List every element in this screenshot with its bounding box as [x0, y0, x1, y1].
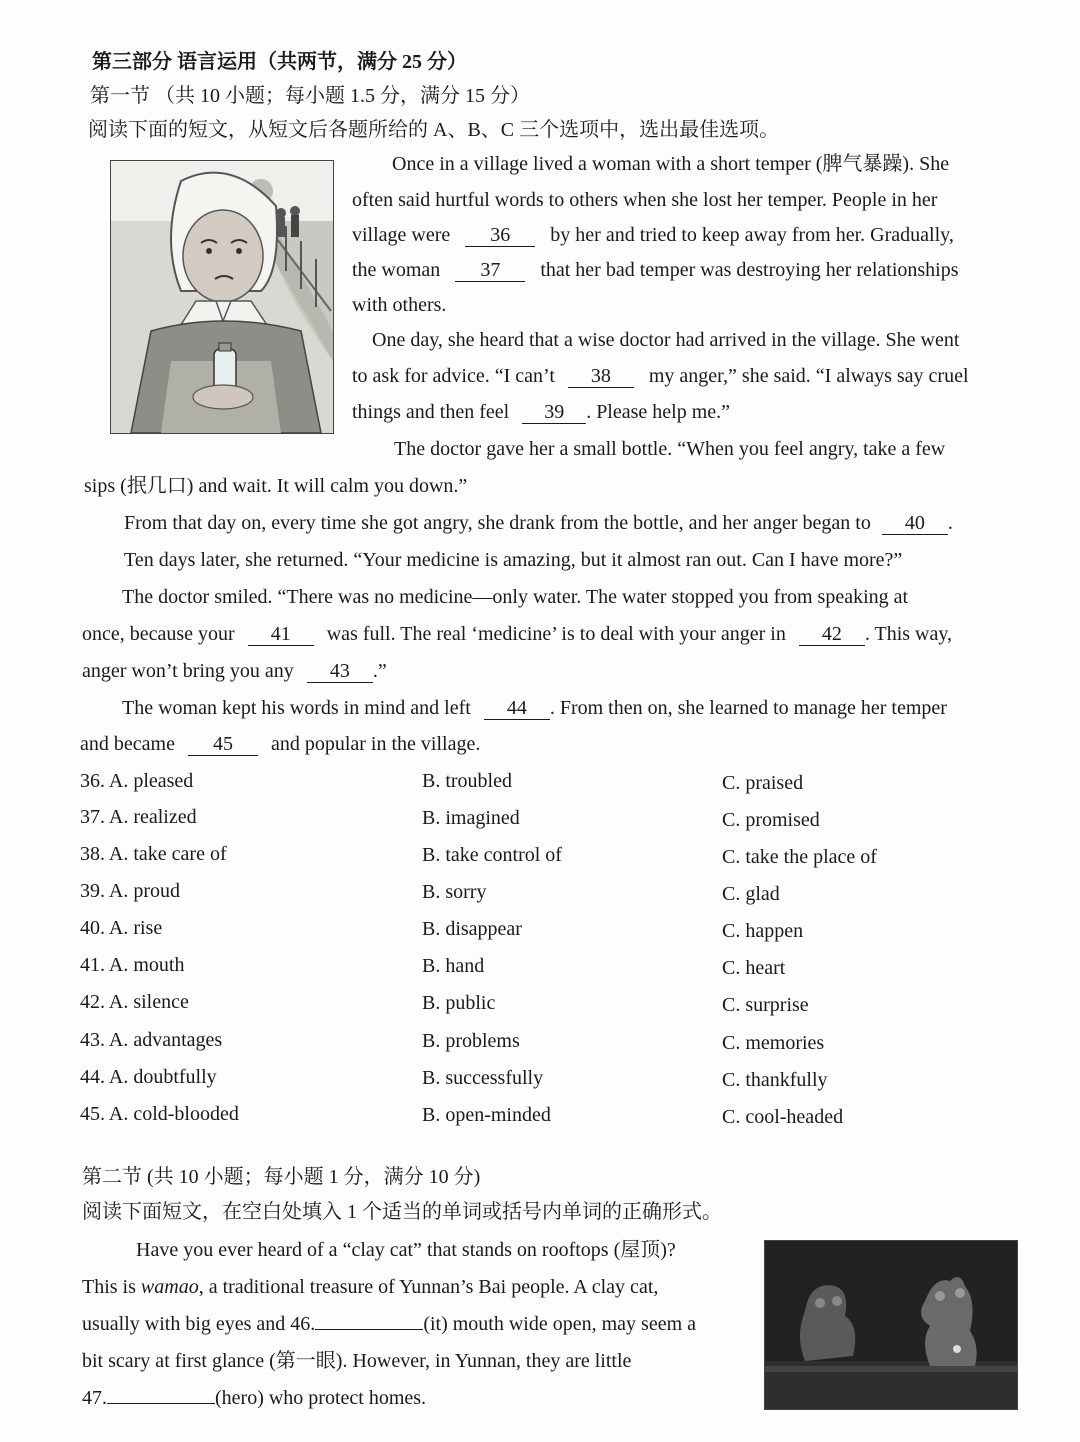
clay-cat-photo-drawing — [765, 1241, 1017, 1409]
blank-46 — [315, 1329, 423, 1330]
option-a: 39. A. proud — [80, 880, 180, 902]
option-a: 42. A. silence — [80, 991, 189, 1013]
text-segment: This is — [82, 1276, 141, 1298]
option-c: C. memories — [722, 1032, 825, 1054]
text-segment: 47. — [82, 1387, 107, 1409]
blank-41: 41 — [248, 623, 314, 646]
blank-36: 36 — [465, 224, 535, 247]
option-c: C. promised — [722, 809, 820, 831]
part3-heading: 第三部分 语言运用（共两节，满分 25 分） — [92, 51, 467, 73]
option-c: C. thankfully — [722, 1069, 828, 1091]
option-c: C. praised — [722, 772, 804, 794]
passage1-line: The doctor smiled. “There was no medicine—only water. The water stopped you from speaking at — [122, 586, 909, 608]
text-segment: From that day on, every time she got angry, she drank from the bottle, and her anger began to — [124, 512, 871, 534]
option-b: B. open-minded — [422, 1104, 551, 1126]
text-segment: was full. The real ‘medicine’ is to deal with your anger in — [326, 623, 786, 645]
passage1-line: One day, she heard that a wise doctor had arrived in the village. She went — [372, 329, 960, 351]
passage2-line — [82, 1273, 658, 1301]
woman-illustration-drawing — [111, 161, 333, 433]
option-a: 43. A. advantages — [80, 1029, 223, 1051]
option-c: C. surprise — [722, 994, 809, 1016]
passage1-line: with others. — [352, 294, 447, 316]
option-b: B. disappear — [422, 918, 522, 940]
passage1-line: Once in a village lived a woman with a short temper (脾气暴躁). She — [392, 153, 950, 175]
passage1-line — [124, 509, 953, 537]
section1-instruction: 阅读下面的短文，从短文后各题所给的 A、B、C 三个选项中，选出最佳选项。 — [88, 119, 780, 141]
text-segment: (hero) who protect homes. — [215, 1387, 427, 1409]
option-a: 40. A. rise — [80, 917, 163, 939]
passage1-line — [352, 221, 954, 249]
text-segment: by her and tried to keep away from her. Gradually, — [550, 224, 954, 246]
passage1-line: The doctor gave her a small bottle. “When you feel angry, take a few — [394, 438, 946, 460]
clay-cat-photo — [764, 1240, 1018, 1410]
text-segment: , a traditional treasure of Yunnan’s Bai people. A clay cat, — [198, 1276, 659, 1298]
passage1-line: sips (抿几口) and wait. It will calm you down.” — [84, 475, 468, 497]
text-segment: my anger,” she said. “I always say cruel — [648, 365, 969, 387]
text-segment: once, because your — [82, 623, 235, 645]
option-a: 41. A. mouth — [80, 954, 185, 976]
passage2-line — [82, 1384, 426, 1412]
passage1-line: Ten days later, she returned. “Your medicine is amazing, but it almost ran out. Can I have more?” — [124, 549, 903, 571]
section2-title: 第二节 (共 10 小题；每小题 1 分，满分 10 分) — [82, 1166, 481, 1188]
woman-with-bottle-illustration — [110, 160, 334, 434]
passage2-line: bit scary at first glance (第一眼). However, in Yunnan, they are little — [82, 1350, 632, 1372]
text-segment: The woman kept his words in mind and left — [122, 697, 471, 719]
option-b: B. problems — [422, 1030, 520, 1052]
text-segment: . — [947, 512, 953, 534]
text-segment: anger won’t bring you any — [82, 660, 294, 682]
option-c: C. happen — [722, 920, 804, 942]
passage1-line — [82, 657, 387, 685]
passage1-line — [82, 620, 952, 648]
option-b: B. hand — [422, 955, 485, 977]
passage1-line — [352, 256, 959, 284]
blank-38: 38 — [568, 365, 634, 388]
passage1-line — [122, 694, 947, 722]
text-segment: that her bad temper was destroying her relationships — [540, 259, 959, 281]
passage2-line: Have you ever heard of a “clay cat” that stands on rooftops (屋顶)? — [136, 1239, 676, 1261]
text-segment: village were — [352, 224, 451, 246]
text-segment: and popular in the village. — [270, 733, 481, 755]
text-segment: . Please help me.” — [586, 401, 731, 423]
blank-37: 37 — [455, 259, 525, 282]
text-segment: (it) mouth wide open, may seem a — [423, 1313, 697, 1335]
blank-43: 43 — [307, 660, 373, 683]
passage1-line — [352, 362, 969, 390]
option-a: 38. A. take care of — [80, 843, 227, 865]
option-a: 37. A. realized — [80, 806, 197, 828]
term-wamao: wamao — [140, 1276, 199, 1298]
text-segment: the woman — [352, 259, 441, 281]
blank-47 — [107, 1403, 215, 1404]
section2-instruction: 阅读下面短文，在空白处填入 1 个适当的单词或括号内单词的正确形式。 — [82, 1201, 722, 1223]
option-a: 45. A. cold-blooded — [80, 1103, 239, 1125]
option-c: C. glad — [722, 883, 780, 905]
option-b: B. sorry — [422, 881, 487, 903]
section1-title: 第一节 （共 10 小题；每小题 1.5 分，满分 15 分） — [90, 85, 530, 107]
text-segment: . From then on, she learned to manage her temper — [549, 697, 947, 719]
passage2-line — [82, 1310, 696, 1338]
option-c: C. take the place of — [722, 846, 877, 868]
blank-45: 45 — [188, 733, 258, 756]
text-segment: usually with big eyes and 46. — [82, 1313, 316, 1335]
passage1-line — [352, 398, 730, 426]
text-segment: and became — [80, 733, 175, 755]
option-a: 36. A. pleased — [80, 770, 194, 792]
option-c: C. cool-headed — [722, 1106, 844, 1128]
option-b: B. troubled — [422, 770, 512, 792]
text-segment: .” — [372, 660, 387, 682]
blank-42: 42 — [799, 623, 865, 646]
option-b: B. successfully — [422, 1067, 544, 1089]
option-b: B. imagined — [422, 807, 520, 829]
passage1-line: often said hurtful words to others when she lost her temper. People in her — [352, 189, 938, 211]
option-a: 44. A. doubtfully — [80, 1066, 217, 1088]
passage1-line — [80, 730, 480, 758]
text-segment: . This way, — [864, 623, 953, 645]
option-c: C. heart — [722, 957, 786, 979]
text-segment: things and then feel — [352, 401, 510, 423]
blank-44: 44 — [484, 697, 550, 720]
option-b: B. public — [422, 992, 496, 1014]
text-segment: to ask for advice. “I can’t — [352, 365, 555, 387]
blank-40: 40 — [882, 512, 948, 535]
blank-39: 39 — [522, 401, 586, 424]
option-b: B. take control of — [422, 844, 562, 866]
